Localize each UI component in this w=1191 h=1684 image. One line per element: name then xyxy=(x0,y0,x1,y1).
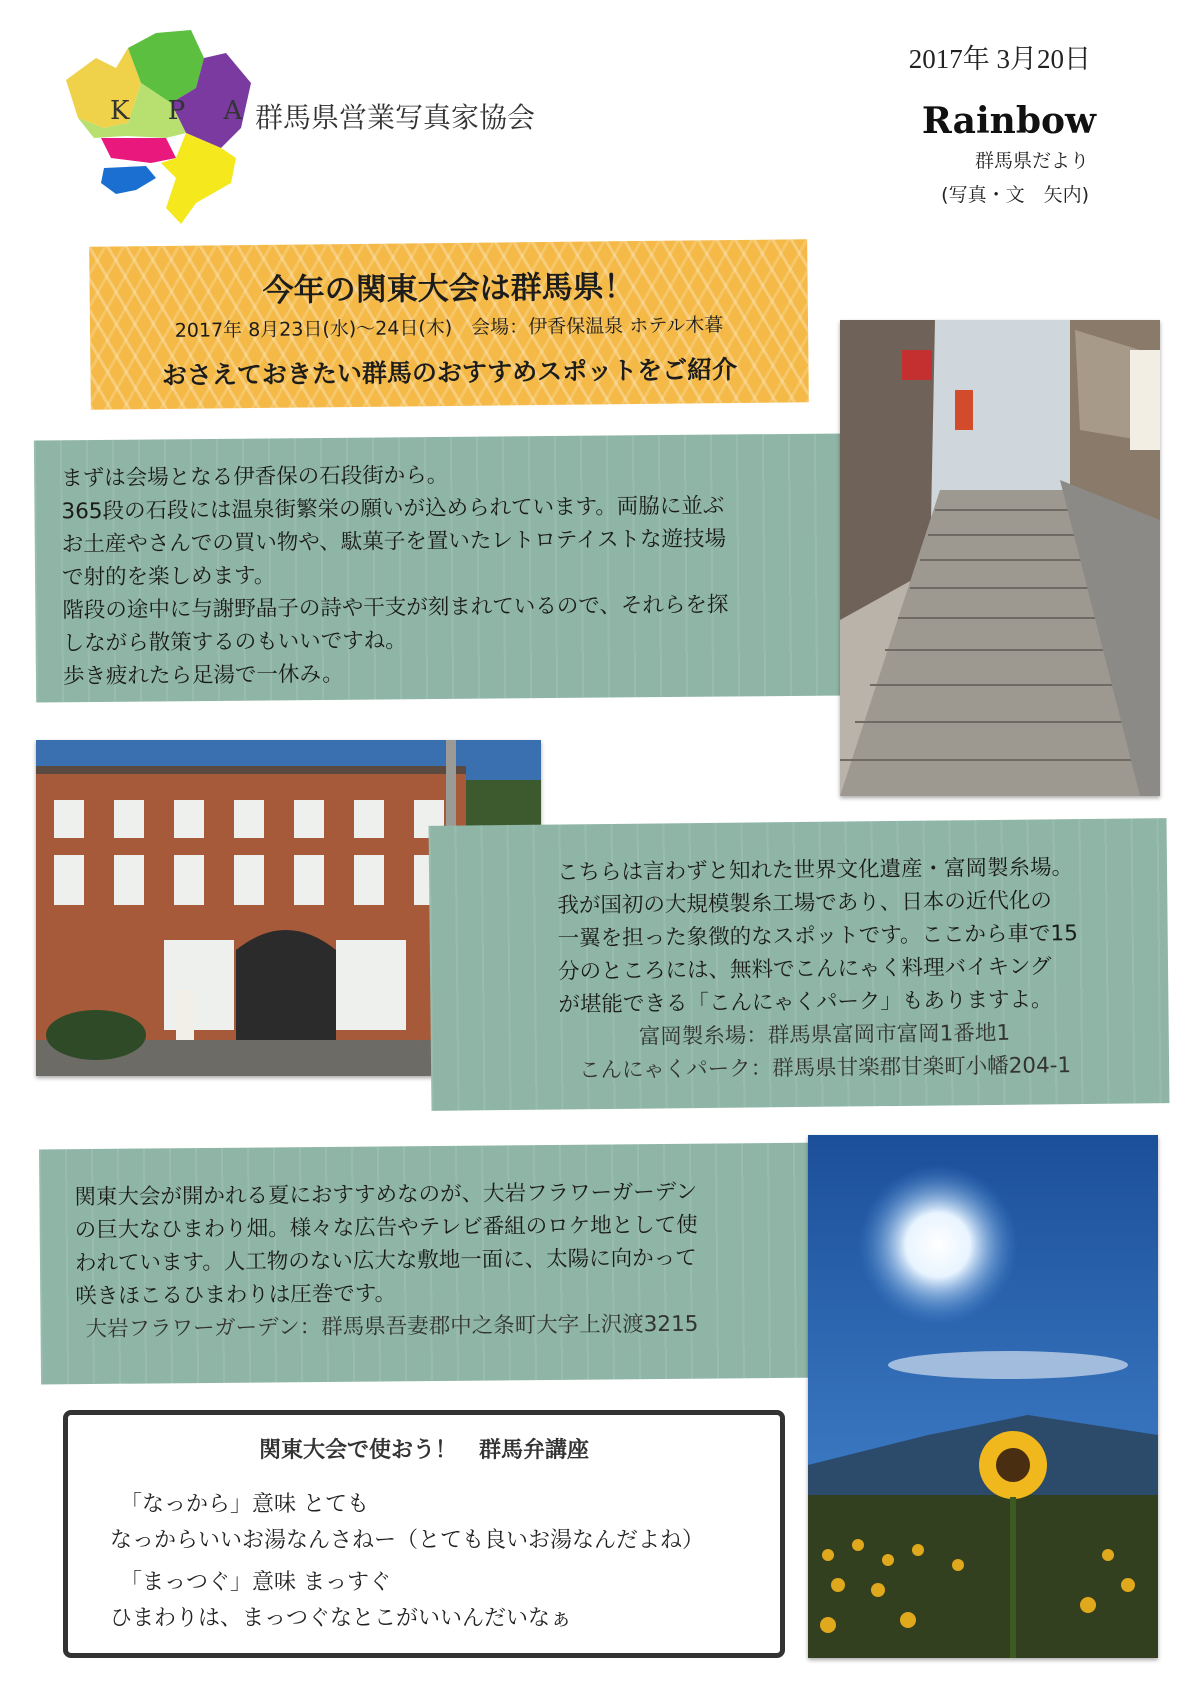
newsletter-subtitle: 群馬県だより xyxy=(974,150,1089,172)
banner-date-line: 2017年 8月23日(水)～24日(木) 会場：伊香保温泉 ホテル木暮 xyxy=(174,314,724,342)
sunflower-field-photo xyxy=(808,1135,1158,1658)
ikaho-stone-steps-photo xyxy=(840,320,1160,796)
dialect-example: なっからいいお湯なんさねー（とても良いお湯なんだよね） xyxy=(110,1528,705,1553)
ikaho-line: しながら散策するのもいいですね。 xyxy=(62,628,407,657)
event-banner xyxy=(89,239,809,410)
dialect-word: 「なっから」意味 とても xyxy=(120,1492,369,1517)
dialect-title: 関東大会で使おう！ 群馬弁講座 xyxy=(258,1438,589,1463)
tomioka-line: こちらは言わずと知れた世界文化遺産・富岡製糸場。 xyxy=(556,855,1074,886)
association-name: 群馬県営業写真家協会 xyxy=(255,101,536,134)
sunflower-line: 咲きほこるひまわりは圧巻です。 xyxy=(75,1281,397,1310)
credit-line: (写真・文 矢内) xyxy=(941,184,1089,206)
ikaho-line: 歩き疲れたら足湯で一休み。 xyxy=(62,661,344,690)
sunflower-text-box xyxy=(39,1143,831,1385)
newsletter-title: Rainbow xyxy=(921,100,1096,142)
tomioka-line: が堪能できる「こんにゃくパーク」もありますよ。 xyxy=(558,987,1053,1018)
ikaho-text-box xyxy=(34,433,848,702)
tomioka-address: 富岡製糸場：群馬県富岡市富岡1番地1 xyxy=(638,1020,1011,1050)
dialect-example: ひまわりは、まっつぐなとこがいいんだいなぁ xyxy=(110,1606,573,1631)
flower-garden-address: 大岩フラワーガーデン：群馬県吾妻郡中之条町大字上沢渡3215 xyxy=(85,1311,699,1343)
dialect-word: 「まっつぐ」意味 まっすぐ xyxy=(120,1570,391,1595)
tomioka-text-box xyxy=(429,818,1170,1111)
sunflower-line: の巨大なひまわり畑。様々な広告やテレビ番組のロケ地として使 xyxy=(74,1212,698,1244)
tomioka-line: 我が国初の大規模製糸工場であり、日本の近代化の xyxy=(557,888,1052,919)
tomioka-line: 分のところには、無料でこんにゃく料理バイキング xyxy=(557,954,1052,985)
ikaho-line: まずは会場となる伊香保の石段街から。 xyxy=(61,462,449,492)
banner-subtitle: おさえておきたい群馬のおすすめスポットをご紹介 xyxy=(161,354,738,391)
ikaho-line: 365段の石段には温泉街繁栄の願いが込められています。両脇に並ぶ xyxy=(61,493,725,525)
ikaho-line: お土産やさんでの買い物や、駄菓子を置いたレトロテイストな遊技場 xyxy=(61,526,727,558)
konnyaku-park-address: こんにゃくパーク：群馬県甘楽郡甘楽町小幡204-1 xyxy=(578,1053,1072,1084)
sunflower-line: 関東大会が開かれる夏におすすめなのが、大岩フラワーガーデン xyxy=(74,1179,698,1211)
issue-date: 2017年 3月20日 xyxy=(908,44,1091,74)
logo-text: K P A xyxy=(110,96,258,126)
ikaho-line: 階段の途中に与謝野晶子の詩や干支が刻まれているので、それらを探 xyxy=(62,592,729,624)
ikaho-line: で射的を楽しめます。 xyxy=(61,563,276,591)
tomioka-line: 一翼を担った象徴的なスポットです。ここから車で15 xyxy=(557,921,1078,952)
banner-title: 今年の関東大会は群馬県！ xyxy=(262,269,635,309)
kpa-logo-map xyxy=(56,28,256,224)
gunma-dialect-box xyxy=(63,1410,785,1658)
sunflower-line: われています。人工物のない広大な敷地一面に、太陽に向かって xyxy=(74,1245,697,1277)
